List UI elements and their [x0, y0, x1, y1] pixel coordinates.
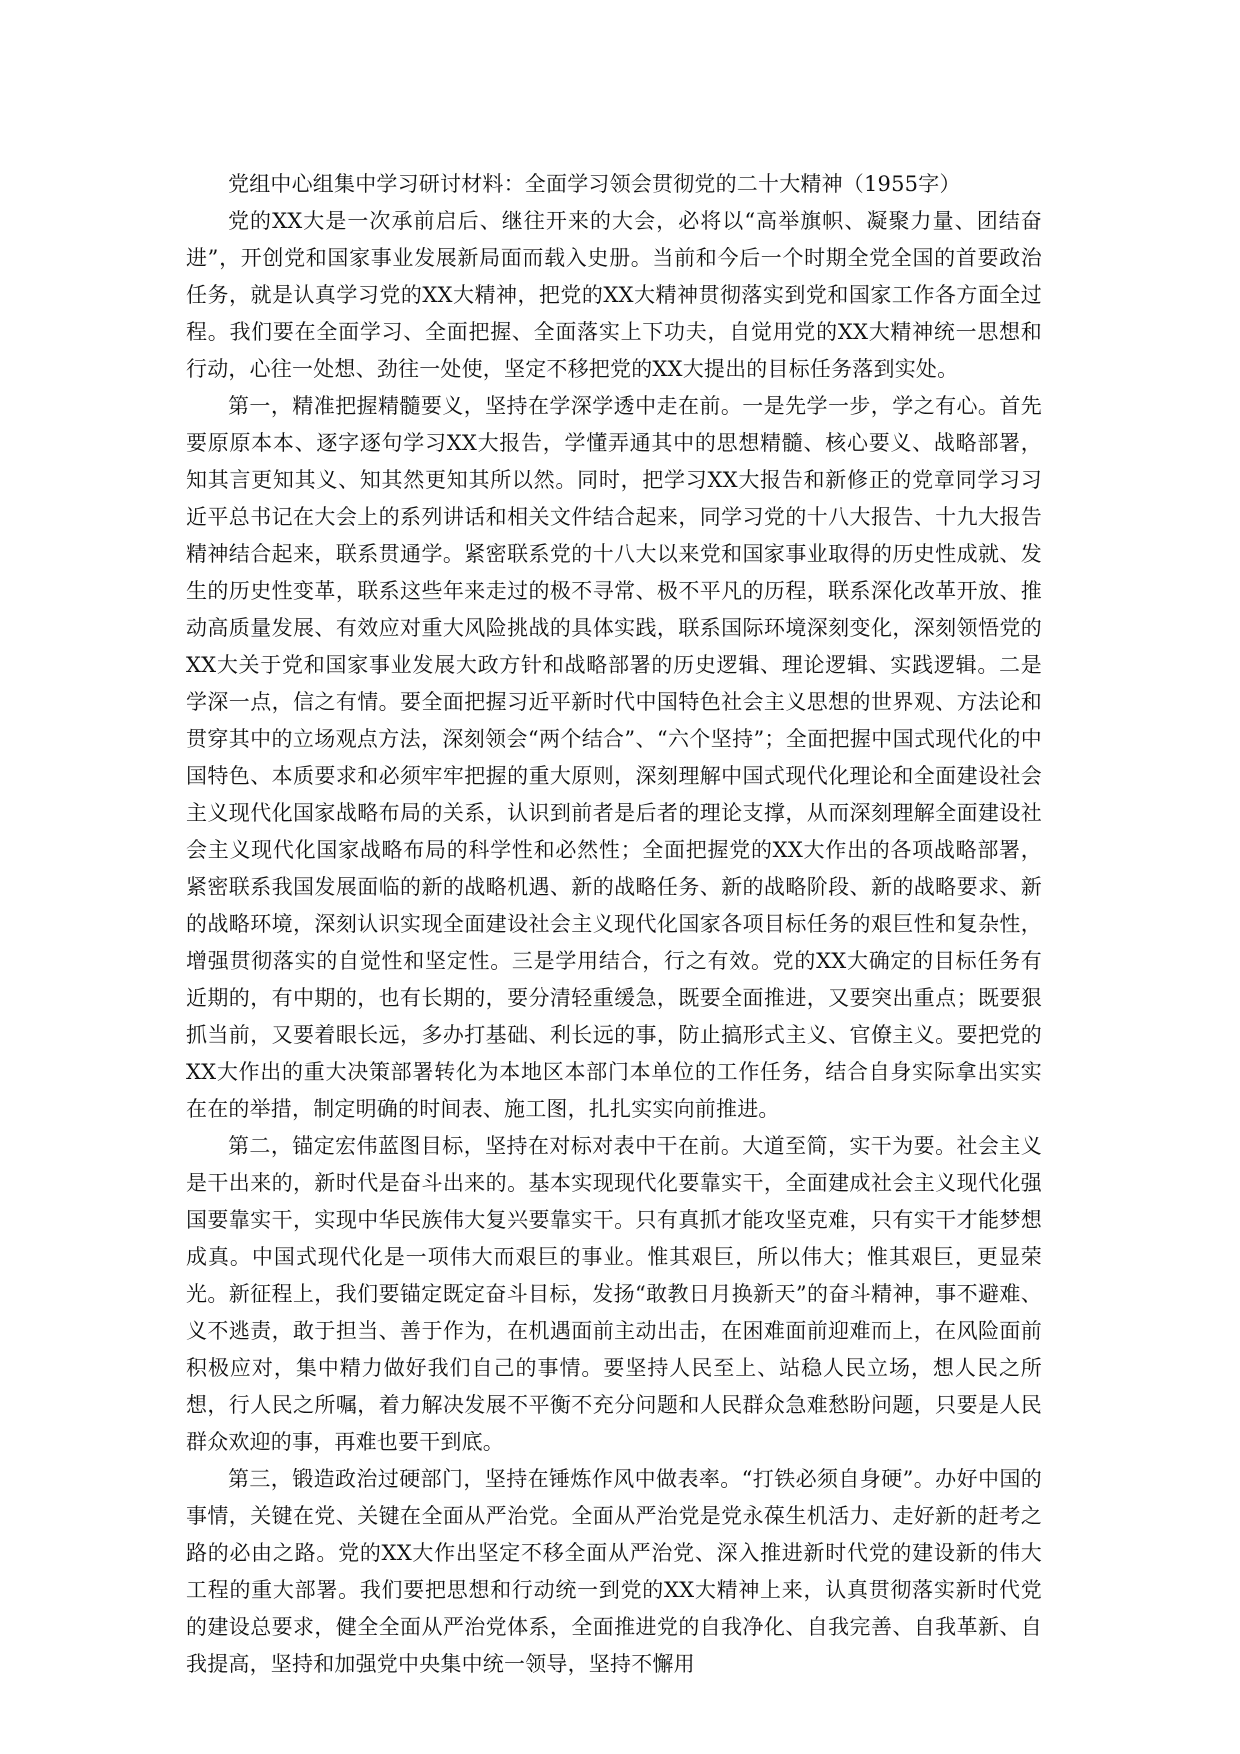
document-title: 党组中心组集中学习研讨材料：全面学习领会贯彻党的二十大精神（1955字） [228, 172, 961, 196]
paragraph-third-point: 第三，锻造政治过硬部门，坚持在锤炼作风中做表率。“打铁必须自身硬”。办好中国的事情，关键在党、关键在全面从严治党。全面从严治党是党永葆生机活力、走好新的赶考之路的必由之路。党的XX大作出坚定不移全面从严治党、深入推进新时代党的建设新的伟大工程的重大部署。我们要把思想和行动统一到党的XX大精神上来，认真贯彻落实新时代党的建设总要求，健全全面从严治党体系，全面推进党的自我净化、自我完善、自我革新、自我提高，坚持和加强党中央集中统一领导，坚持不懈用 [186, 1467, 1042, 1676]
paragraph-second-point: 第二，锚定宏伟蓝图目标，坚持在对标对表中干在前。大道至简，实干为要。社会主义是干出来的，新时代是奋斗出来的。基本实现现代化要靠实干，全面建成社会主义现代化强国要靠实干，实现中华民族伟大复兴要靠实干。只有真抓才能攻坚克难，只有实干才能梦想成真。中国式现代化是一项伟大而艰巨的事业。惟其艰巨，所以伟大；惟其艰巨，更显荣光。新征程上，我们要锚定既定奋斗目标，发扬“敢教日月换新天”的奋斗精神，事不避难、义不逃责，敢于担当、善于作为，在机遇面前主动出击，在困难面前迎难而上，在风险面前积极应对，集中精力做好我们自己的事情。要坚持人民至上、站稳人民立场，想人民之所想，行人民之所嘱，着力解决发展不平衡不充分问题和人民群众急难愁盼问题，只要是人民群众欢迎的事，再难也要干到底。 [186, 1134, 1042, 1454]
document-body [186, 166, 1042, 1683]
paragraph-first-point: 第一，精准把握精髓要义，坚持在学深学透中走在前。一是先学一步，学之有心。首先要原原本本、逐字逐句学习XX大报告，学懂弄通其中的思想精髓、核心要义、战略部署，知其言更知其义、知其然更知其所以然。同时，把学习XX大报告和新修正的党章同学习习近平总书记在大会上的系列讲话和相关文件结合起来，同学习党的十八大报告、十九大报告精神结合起来，联系贯通学。紧密联系党的十八大以来党和国家事业取得的历史性成就、发生的历史性变革，联系这些年来走过的极不寻常、极不平凡的历程，联系深化改革开放、推动高质量发展、有效应对重大风险挑战的具体实践，联系国际环境深刻变化，深刻领悟党的XX大关于党和国家事业发展大政方针和战略部署的历史逻辑、理论逻辑、实践逻辑。二是学深一点，信之有情。要全面把握习近平新时代中国特色社会主义思想的世界观、方法论和贯穿其中的立场观点方法，深刻领会“两个结合”、“六个坚持”；全面把握中国式现代化的中国特色、本质要求和必须牢牢把握的重大原则，深刻理解中国式现代化理论和全面建设社会主义现代化国家战略布局的关系，认识到前者是后者的理论支撑，从而深刻理解全面建设社会主义现代化国家战略布局的科学性和必然性；全面把握党的XX大作出的各项战略部署，紧密联系我国发展面临的新的战略机遇、新的战略任务、新的战略阶段、新的战略要求、新的战略环境，深刻认识实现全面建设社会主义现代化国家各项目标任务的艰巨性和复杂性，增强贯彻落实的自觉性和坚定性。三是学用结合，行之有效。党的XX大确定的目标任务有近期的，有中期的，也有长期的，要分清轻重缓急，既要全面推进，又要突出重点；既要狠抓当前，又要着眼长远，多办打基础、利长远的事，防止搞形式主义、官僚主义。要把党的XX大作出的重大决策部署转化为本地区本部门本单位的工作任务，结合自身实际拿出实实在在的举措，制定明确的时间表、施工图，扎扎实实向前推进。 [186, 394, 1042, 1121]
paragraph-intro: 党的XX大是一次承前启后、继往开来的大会，必将以“高举旗帜、凝聚力量、团结奋进”，开创党和国家事业发展新局面而载入史册。当前和今后一个时期全党全国的首要政治任务，就是认真学习党的XX大精神，把党的XX大精神贯彻落实到党和国家工作各方面全过程。我们要在全面学习、全面把握、全面落实上下功夫，自觉用党的XX大精神统一思想和行动，心往一处想、劲往一处使，坚定不移把党的XX大提出的目标任务落到实处。 [186, 209, 1042, 381]
